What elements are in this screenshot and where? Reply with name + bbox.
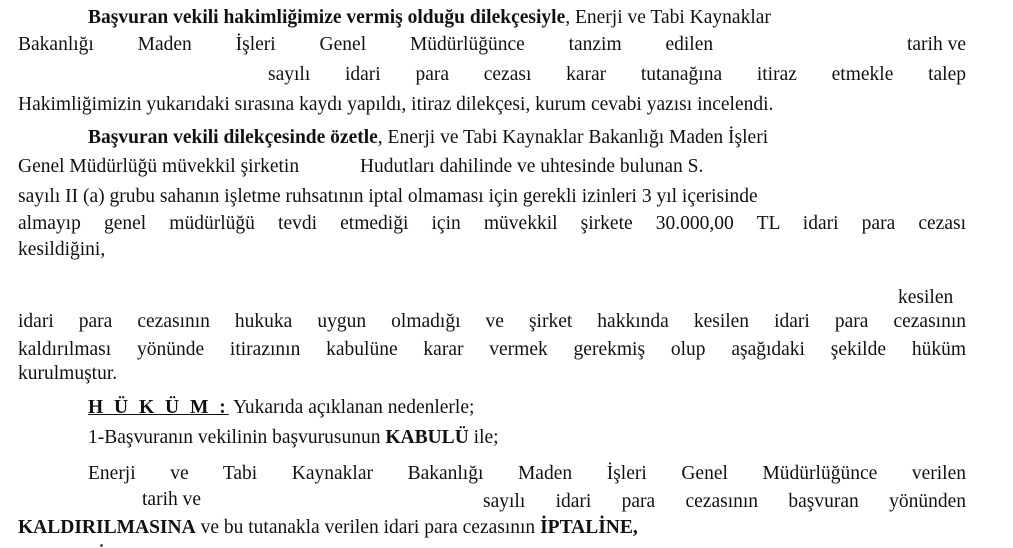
p4-bold-1: KALDIRILMASINA	[18, 517, 196, 538]
item-1	[88, 426, 499, 450]
p1-bold-intro: Başvuran vekili hakimliğimize vermiş olduğu dilekçesiyle	[88, 7, 566, 28]
p1-word: Maden	[137, 34, 192, 55]
p1-word: Müdürlüğünce	[409, 34, 525, 55]
p2-line-2-a: Genel Müdürlüğü müvekkil şirketin	[18, 156, 300, 177]
p2-line-5: kesildiğini,	[18, 239, 106, 260]
p4-line-2	[142, 488, 201, 512]
p1-line-2	[18, 33, 966, 57]
item-1-prefix: 1-Başvuranın vekilinin başvurusunun	[88, 427, 381, 448]
p1-line-3: sayılı idari para cezası karar tutanağına itiraz etmekle talep	[268, 64, 966, 85]
p1-word: tanzim	[568, 34, 622, 55]
p1-word: Bakanlığı	[18, 34, 94, 55]
p4-line-2-b: sayılı idari para cezasının başvuran yönünden	[483, 491, 966, 512]
hukum-line	[88, 396, 474, 420]
p4-line-3	[18, 516, 638, 540]
hukum-label: H Ü K Ü M :	[88, 397, 229, 418]
p1-line-1-rest: , Enerji ve Tabi Kaynaklar	[565, 7, 771, 28]
hukum-text: Yukarıda açıklanan nedenlerle;	[232, 397, 475, 418]
p2-line-1-rest: , Enerji ve Tabi Kaynaklar Bakanlığı Maden İşleri	[377, 127, 769, 148]
p2-line-4: almayıp genel müdürlüğü tevdi etmediği için müvekkil şirkete 30.000,00 TL idari para cezası	[18, 213, 966, 234]
p4-line-2-a: tarih ve	[142, 489, 202, 510]
p3-line-2: kaldırılması yönünde itirazının kabulüne karar vermek gerekmiş olup aşağıdaki şekilde hüküm	[18, 339, 966, 360]
p3-line-0: kesilen	[898, 287, 954, 308]
p2-line-2	[18, 155, 703, 179]
p2-line-3: sayılı II (a) grubu sahanın işletme ruhsatının iptal olmaması için gerekli izinleri 3 yıl içerisinde	[18, 186, 758, 207]
p2-line-1	[88, 126, 768, 150]
item-1-suffix: ile;	[473, 427, 499, 448]
p1-line-4: Hakimliğimizin yukarıdaki sırasına kaydı yapıldı, itiraz dilekçesi, kurum cevabi yazısı incelendi.	[18, 94, 774, 115]
item-1-bold: KABULÜ	[385, 427, 469, 448]
p1-line-1	[88, 6, 771, 30]
scan-speck	[100, 544, 103, 547]
p1-word: edilen	[665, 34, 714, 55]
p1-word: tarih ve	[906, 34, 966, 55]
p1-word: Genel	[319, 34, 367, 55]
p2-bold-intro: Başvuran vekili dilekçesinde özetle	[88, 127, 378, 148]
p4-bold-2: İPTALİNE,	[540, 517, 638, 538]
p3-line-3: kurulmuştur.	[18, 363, 118, 384]
p4-line-1: Enerji ve Tabi Kaynaklar Bakanlığı Maden İşleri Genel Müdürlüğünce verilen	[88, 463, 966, 484]
p1-word: İşleri	[235, 34, 276, 55]
p4-line-3-mid: ve bu tutanakla verilen idari para cezasının	[200, 517, 536, 538]
p2-line-2-b: Hudutları dahilinde ve uhtesinde bulunan S.	[359, 156, 704, 177]
p3-line-1: idari para cezasının hukuka uygun olmadığı ve şirket hakkında kesilen idari para cezasının	[18, 311, 966, 332]
